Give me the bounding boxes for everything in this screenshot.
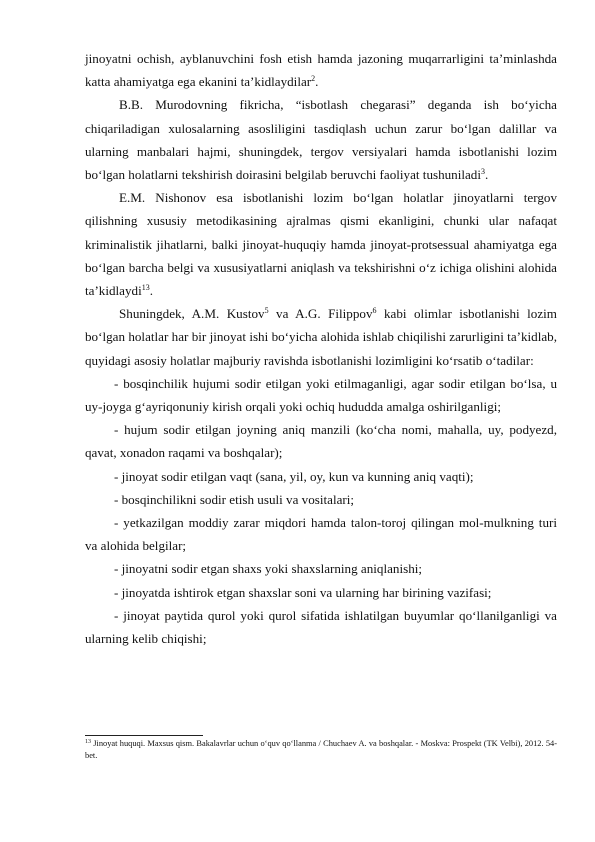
paragraph-tail: . <box>315 74 319 90</box>
footnote-ref: 5 <box>264 306 269 316</box>
paragraph-1 <box>85 47 557 93</box>
paragraph-text: Shuningdek, A.M. Kustov <box>119 306 265 322</box>
paragraph-4 <box>85 302 557 372</box>
footnote-marker: 13 <box>85 739 91 745</box>
list-item: - bosqinchilikni sodir etish usuli va vositalari; <box>114 491 355 507</box>
paragraph-tail: kabi olimlar isbotlanishi lozim bo‘lgan holatlar har bir jinoyat ishi bo‘yicha alohida ishlab chiqilishi zarurligini ta’kidlab, quyidagi asosiy holatlar majburiy ravishda isbotlanishi lozimligini ko‘rsatib o‘tadilar: <box>85 306 557 368</box>
list-item: - bosqinchilik hujumi sodir etilgan yoki etilmaganligi, agar sodir etilgan bo‘lsa, u uy-joyga g‘ayriqonuniy kirish orqali yoki ochiq hududda amalga oshirilganligi; <box>85 375 557 415</box>
paragraph-text: B.B. Murodovning fikricha, “isbotlash chegarasi” deganda ish bo‘yicha chiqariladigan xulosalarning asosliligini tasdiqlash uchun zarur bo‘lgan dalillar va ularning manbalari hajmi, shuningdek, tergov versiyalari hamda isbotlanishi lozim bo‘lgan holatlarni tekshirish doirasini belgilab beruvchi faoliyat tushuniladi <box>85 97 557 183</box>
list-item: - jinoyatda ishtirok etgan shaxslar soni va ularning har birining vazifasi; <box>114 584 492 600</box>
list-item: - jinoyat sodir etilgan vaqt (sana, yil, oy, kun va kunning aniq vaqti); <box>114 468 474 484</box>
footnote <box>85 738 557 762</box>
list-item: - jinoyatni sodir etgan shaxs yoki shaxslarning aniqlanishi; <box>114 561 423 577</box>
page-body <box>85 47 557 650</box>
paragraph-3 <box>85 186 557 302</box>
footnote-text: Jinoyat huquqi. Maxsus qism. Bakalavrlar uchun o‘quv qo‘llanma / Chuchaev A. va boshqalar. - Moskva: Prospekt (TK Velbi), 2012. 54-bet. <box>85 739 557 761</box>
footnote-ref: 2 <box>311 74 316 84</box>
paragraph-text: jinoyatni ochish, ayblanuvchini fosh etish hamda jazoning muqarrarligini ta’minlashda katta ahamiyatga ega ekanini ta’kidlaydilar <box>85 51 557 90</box>
list-item: - jinoyat paytida qurol yoki qurol sifatida ishlatilgan buyumlar qo‘llanilganligi va ularning kelib chiqishi; <box>85 607 557 647</box>
paragraph-text: E.M. Nishonov esa isbotlanishi lozim bo‘lgan holatlar jinoyatlarni tergov qilishning xususiy metodikasining ajralmas qismi ekanligini, chunki ular nafaqat kriminalistik jihatlarni, balki jinoyat-huquqiy hamda jinoyat-protsessual ahamiyatga ega bo‘lgan barcha belgi va xususiyatlarni aniqlash va tekshirishni o‘z ichiga olishini alohida ta’kidlaydi <box>85 190 557 299</box>
footnote-ref: 6 <box>372 306 377 316</box>
footnote-divider <box>85 735 203 736</box>
list-item: - hujum sodir etilgan joyning aniq manzili (ko‘cha nomi, mahalla, uy, podyezd, qavat, xonadon raqami va boshqalar); <box>85 422 557 461</box>
paragraph-text: va A.G. Filippov <box>268 306 373 322</box>
footnote-ref: 13 <box>141 283 150 293</box>
paragraph-2 <box>85 93 557 186</box>
footnote-ref: 3 <box>481 167 485 177</box>
paragraph-tail: . <box>149 283 154 299</box>
paragraph-tail: . <box>485 167 489 183</box>
list-item: - yetkazilgan moddiy zarar miqdori hamda talon-toroj qilingan mol-mulkning turi va alohida belgilar; <box>85 515 557 554</box>
